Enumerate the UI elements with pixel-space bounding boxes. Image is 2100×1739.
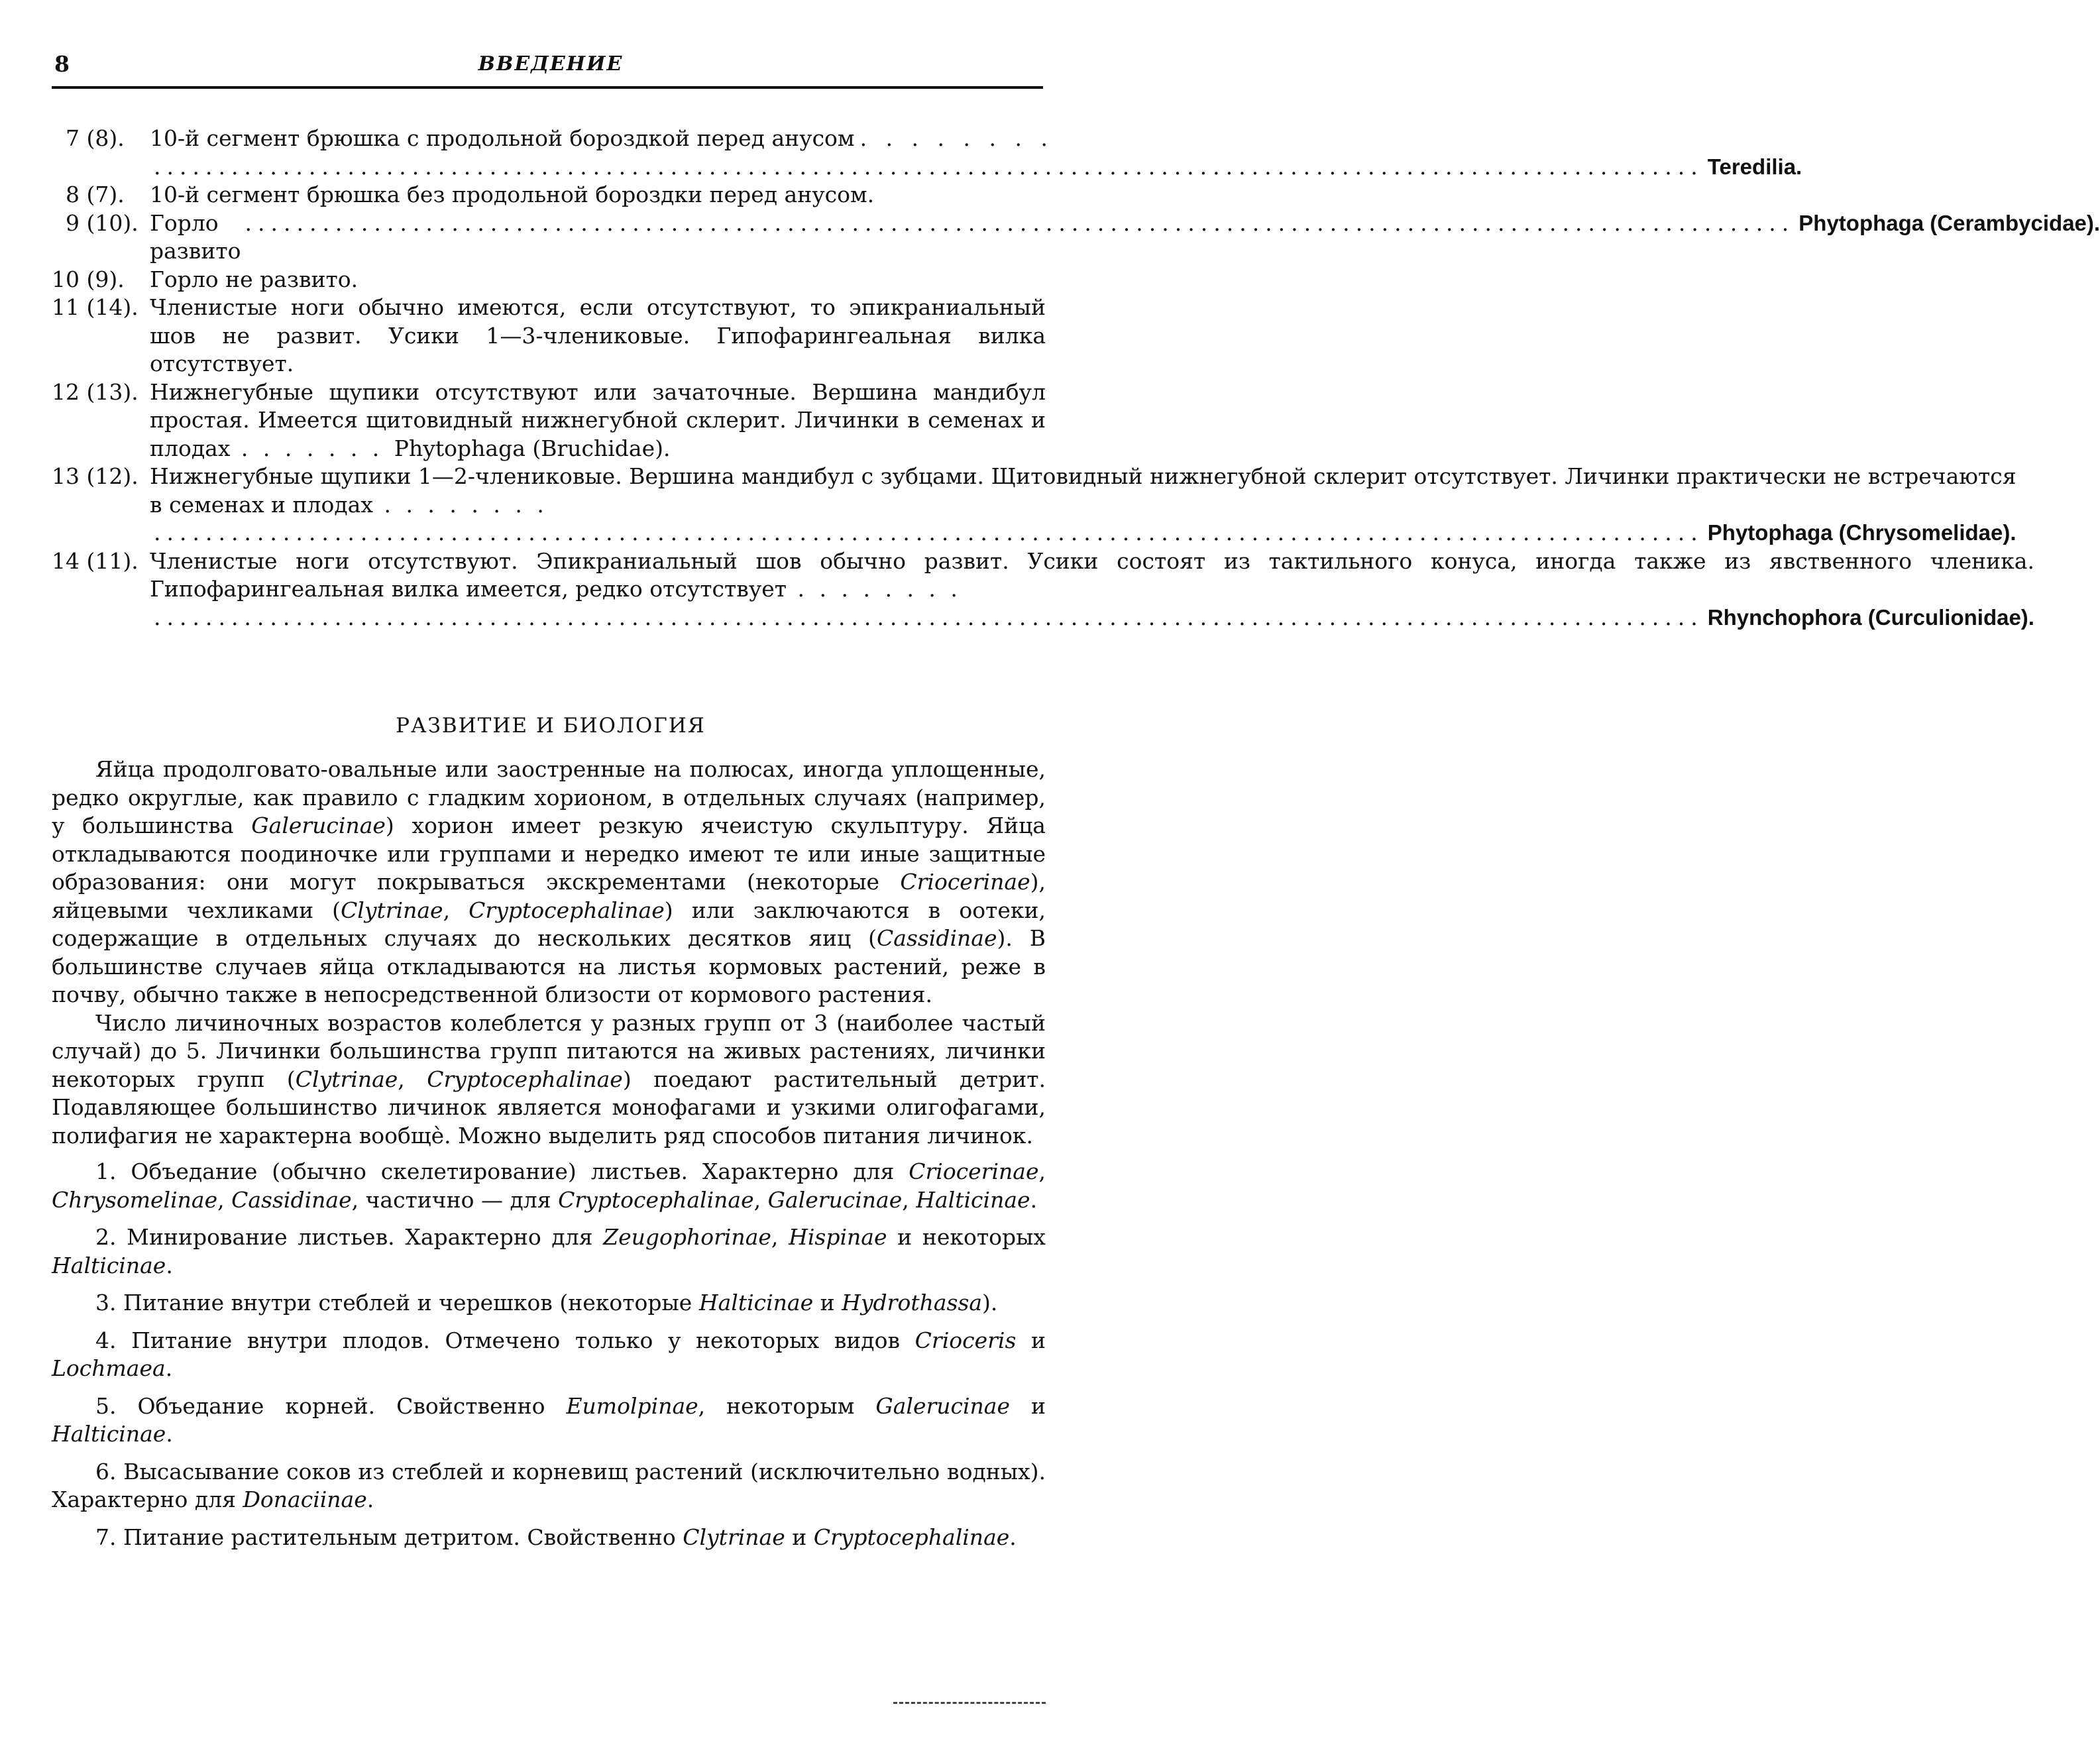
key-entry-body — [150, 463, 2017, 547]
key-entry-wrap — [150, 378, 1046, 463]
text-run: ) поедают растительный детрит. Подавляющее большинство личинок является монофагами и узкими олигофагами, полифагия не характерна вообщѐ. Можно выделить ряд способов питания личинок. — [52, 1066, 1046, 1149]
key-couplet-ref: (14). — [86, 294, 138, 320]
key-entry-wrap — [150, 463, 2017, 519]
key-entry-text: 10-й сегмент брюшка без продольной бороздки перед анусом. — [150, 182, 875, 207]
text-run: 1. Объедание (обычно скелетирование) листьев. Характерно для — [95, 1158, 909, 1184]
text-run: ) хорион имеет резкую ячеистую скульптуру. Яйца откладываются поодиночке или группами и нередко имеют те или иные защитные образования: они могут покрываться экскрементами (некоторые — [52, 813, 1046, 895]
leader-dots: . . . . . . . . — [372, 491, 548, 518]
key-entry-number — [52, 266, 150, 294]
key-entry — [52, 181, 1046, 209]
leader-dots: . . . . . . . . — [859, 125, 1054, 151]
leader-dots: ........................................................................................................................ — [154, 604, 1704, 630]
key-entry-line — [150, 153, 1802, 182]
key-couplet-ref: (10). — [86, 209, 138, 236]
key-couplet-number: 7 — [66, 125, 80, 151]
text-run: , — [1038, 1158, 1046, 1184]
key-couplet-ref: (13). — [86, 378, 138, 405]
text-run: 2. Минирование листьев. Характерно для — [95, 1224, 604, 1250]
section-title: РАЗВИТИЕ И БИОЛОГИЯ — [396, 714, 706, 738]
taxon-name: Criocerinae — [900, 869, 1030, 895]
key-entry — [52, 378, 1046, 463]
text-run: ) или заключаются в оотеки, содержащие в отдельных случаях до нескольких десятков яиц ( — [52, 897, 1046, 951]
key-couplet-number: 13 — [52, 463, 80, 489]
paragraph-eggs — [52, 756, 1046, 1009]
taxon-name: Clytrinae — [295, 1066, 398, 1092]
taxon-name: Lochmaea — [52, 1355, 166, 1381]
taxon-name: Cryptocephalinae — [469, 897, 665, 923]
feeding-method-item — [52, 1223, 1046, 1280]
text-run: , — [902, 1186, 916, 1213]
feeding-method-item — [52, 1327, 1046, 1383]
key-entry-taxon: Rhynchophora (Curculionidae). — [1707, 604, 2034, 630]
text-run: , — [443, 897, 469, 923]
body-text — [52, 756, 1046, 1561]
text-run: 6. Высасывание соков из стеблей и корневищ растений (исключительно водных). Характерно для — [52, 1458, 1046, 1512]
key-entry-body — [150, 209, 2100, 266]
key-entry-body — [150, 547, 2034, 632]
key-entry-taxon: Phytophaga (Bruchidae). — [394, 435, 671, 461]
leader-dots: ........................................................................................................................ — [154, 520, 1704, 545]
taxon-name: Hispinae — [789, 1224, 887, 1250]
taxon-name: Halticinae — [52, 1252, 166, 1278]
key-entry-body — [150, 378, 1046, 463]
key-couplet-number: 12 — [52, 378, 80, 405]
taxon-name: Donaciinae — [243, 1487, 367, 1512]
text-run: , — [771, 1224, 789, 1250]
key-entry-body — [150, 266, 1046, 294]
text-run: и — [785, 1524, 814, 1550]
key-couplet-ref: (8). — [86, 125, 125, 151]
header-rule — [52, 86, 1043, 89]
text-run: , некоторым — [698, 1392, 876, 1419]
key-entry-text: Горло не развито. — [150, 266, 359, 292]
taxon-name: Halticinae — [698, 1290, 814, 1316]
leader-dots: . . . . . . . . — [787, 576, 962, 602]
taxon-name: Crioceris — [914, 1327, 1017, 1353]
text-run: Яйца продолговато-овальные или заостренные на полюсах, иногда уплощенные, редко округлые, как правило с гладким хорионом, в отдельных случаях (например, у большинства — [52, 756, 1046, 838]
taxon-name: Cryptocephalinae — [427, 1066, 623, 1092]
identification-key — [52, 125, 2100, 632]
text-run: Число личиночных возрастов колеблется у разных групп от 3 (наиболее частый случай) до 5. Личинки большинства групп питаются на живых растениях, личинки некоторых групп ( — [52, 1009, 1046, 1092]
text-run: и некоторых — [887, 1224, 1046, 1250]
taxon-name: Halticinae — [52, 1421, 166, 1447]
key-couplet-ref: (12). — [86, 463, 138, 489]
key-entry-text: Членистые ноги обычно имеются, если отсутствуют, то эпикраниальный шов не развит. Усики 1—3-члениковые. Гипофарингеальная вилка отсутствует. — [150, 294, 1046, 376]
key-couplet-ref: (11). — [86, 547, 138, 574]
leader-dots: ........................................................................................................................ — [154, 153, 1704, 180]
taxon-name: Galerucinae — [251, 813, 386, 838]
text-run: . — [166, 1421, 173, 1447]
text-run: , — [217, 1186, 232, 1213]
text-run: . — [1030, 1186, 1038, 1213]
feeding-method-item — [52, 1392, 1046, 1449]
text-run: , частично — для — [351, 1186, 559, 1213]
key-entry-text: 10-й сегмент брюшка с продольной бороздкой перед анусом — [150, 125, 855, 151]
key-entry-body — [150, 125, 1802, 181]
key-entry-number — [52, 378, 150, 463]
text-run: 3. Питание внутри стеблей и черешков (некоторые — [95, 1290, 699, 1316]
taxon-name: Eumolpinae — [566, 1392, 698, 1419]
text-run: . — [366, 1487, 374, 1512]
page-number: 8 — [54, 51, 70, 77]
key-entry-text: Членистые ноги отсутствуют. Эпикраниальный шов обычно развит. Усики состоят из тактильного конуса, иногда также из явственного членика. Гипофарингеальная вилка имеется, редко отсутствует — [150, 547, 2034, 602]
taxon-name: Galerucinae — [767, 1186, 903, 1213]
paragraph-larvae — [52, 1009, 1046, 1150]
key-entry-body — [150, 181, 1046, 209]
text-run: , — [753, 1186, 768, 1213]
key-couplet-number: 9 — [66, 209, 80, 236]
text-run: . — [165, 1355, 173, 1381]
key-couplet-ref: (9). — [86, 266, 125, 292]
taxon-name: Cassidinae — [231, 1186, 352, 1213]
text-run: 4. Питание внутри плодов. Отмечено только у некоторых видов — [95, 1327, 915, 1353]
taxon-name: Chrysomelinae — [52, 1186, 218, 1213]
key-entry — [52, 209, 2100, 266]
taxon-name: Cryptocephalinae — [558, 1186, 754, 1213]
key-couplet-number: 8 — [66, 182, 80, 207]
key-couplet-number: 11 — [52, 294, 80, 320]
running-title: ВВЕДЕНИЕ — [478, 52, 624, 76]
text-run: , — [398, 1066, 427, 1092]
key-entry — [52, 547, 2034, 632]
taxon-name: Hydrothassa — [842, 1290, 983, 1316]
text-run: и — [1016, 1327, 1046, 1353]
key-entry-number — [52, 209, 150, 266]
key-entry-wrap — [150, 547, 2034, 604]
key-entry-text: Нижнегубные щупики отсутствуют или зачаточные. Вершина мандибул простая. Имеется щитовидный нижнегубной склерит. Личинки в семенах и плодах — [150, 378, 1046, 461]
key-entry-line — [150, 125, 1802, 153]
key-couplet-number: 10 — [52, 266, 80, 292]
key-entry-line — [150, 209, 2100, 266]
taxon-name: Clytrinae — [683, 1524, 785, 1550]
text-run: 5. Объедание корней. Свойственно — [95, 1392, 567, 1419]
footer-mark — [893, 1702, 1046, 1705]
text-run: и — [1010, 1392, 1046, 1419]
text-run: . — [166, 1252, 173, 1278]
taxon-name: Cassidinae — [877, 925, 997, 951]
key-entry — [52, 266, 1046, 294]
key-entry — [52, 294, 1046, 378]
key-entry-line — [150, 519, 2017, 547]
leader-dots: ........................................................................................................................ — [245, 209, 1795, 236]
text-run: ). В большинстве случаев яйца откладываются на листья кормовых растений, реже в почву, обычно также в непосредственной близости от кормового растения. — [52, 925, 1046, 1007]
text-run: . — [1009, 1524, 1017, 1550]
feeding-methods-list — [52, 1158, 1046, 1551]
taxon-name: Clytrinae — [341, 897, 443, 923]
key-couplet-ref: (7). — [86, 182, 125, 207]
text-run: ). — [982, 1290, 998, 1316]
key-entry-number — [52, 125, 150, 181]
key-entry-taxon: Teredilia. — [1707, 154, 1802, 179]
taxon-name: Galerucinae — [875, 1392, 1011, 1419]
key-entry-taxon: Phytophaga (Cerambycidae). — [1798, 210, 2100, 235]
key-entry — [52, 463, 2017, 547]
feeding-method-item — [52, 1289, 1046, 1318]
key-couplet-number: 14 — [52, 547, 80, 574]
feeding-method-item — [52, 1524, 1046, 1552]
key-entry-number — [52, 547, 150, 632]
key-entry-number — [52, 181, 150, 209]
taxon-name: Halticinae — [916, 1186, 1030, 1213]
text-run: и — [813, 1290, 842, 1316]
feeding-method-item — [52, 1158, 1046, 1214]
key-entry-number — [52, 463, 150, 547]
leader-dots: . . . . . . . — [230, 435, 394, 461]
taxon-name: Zeugophorinae — [603, 1224, 771, 1250]
feeding-method-item — [52, 1458, 1046, 1514]
key-entry-number — [52, 294, 150, 378]
taxon-name: Criocerinae — [909, 1158, 1039, 1184]
taxon-name: Cryptocephalinae — [813, 1524, 1010, 1550]
key-entry-text: Горло развито — [150, 209, 241, 264]
key-entry-taxon: Phytophaga (Chrysomelidae). — [1707, 520, 2017, 545]
key-entry-body — [150, 294, 1046, 378]
key-entry — [52, 125, 1802, 181]
key-entry-text: Нижнегубные щупики 1—2-члениковые. Вершина мандибул с зубцами. Щитовидный нижнегубной склерит отсутствует. Личинки практически не встречаются в семенах и плодах — [150, 463, 2017, 518]
text-run: 7. Питание растительным детритом. Свойственно — [95, 1524, 683, 1550]
key-entry-line — [150, 604, 2034, 632]
text-run: ), яйцевыми чехликами ( — [52, 869, 1046, 923]
